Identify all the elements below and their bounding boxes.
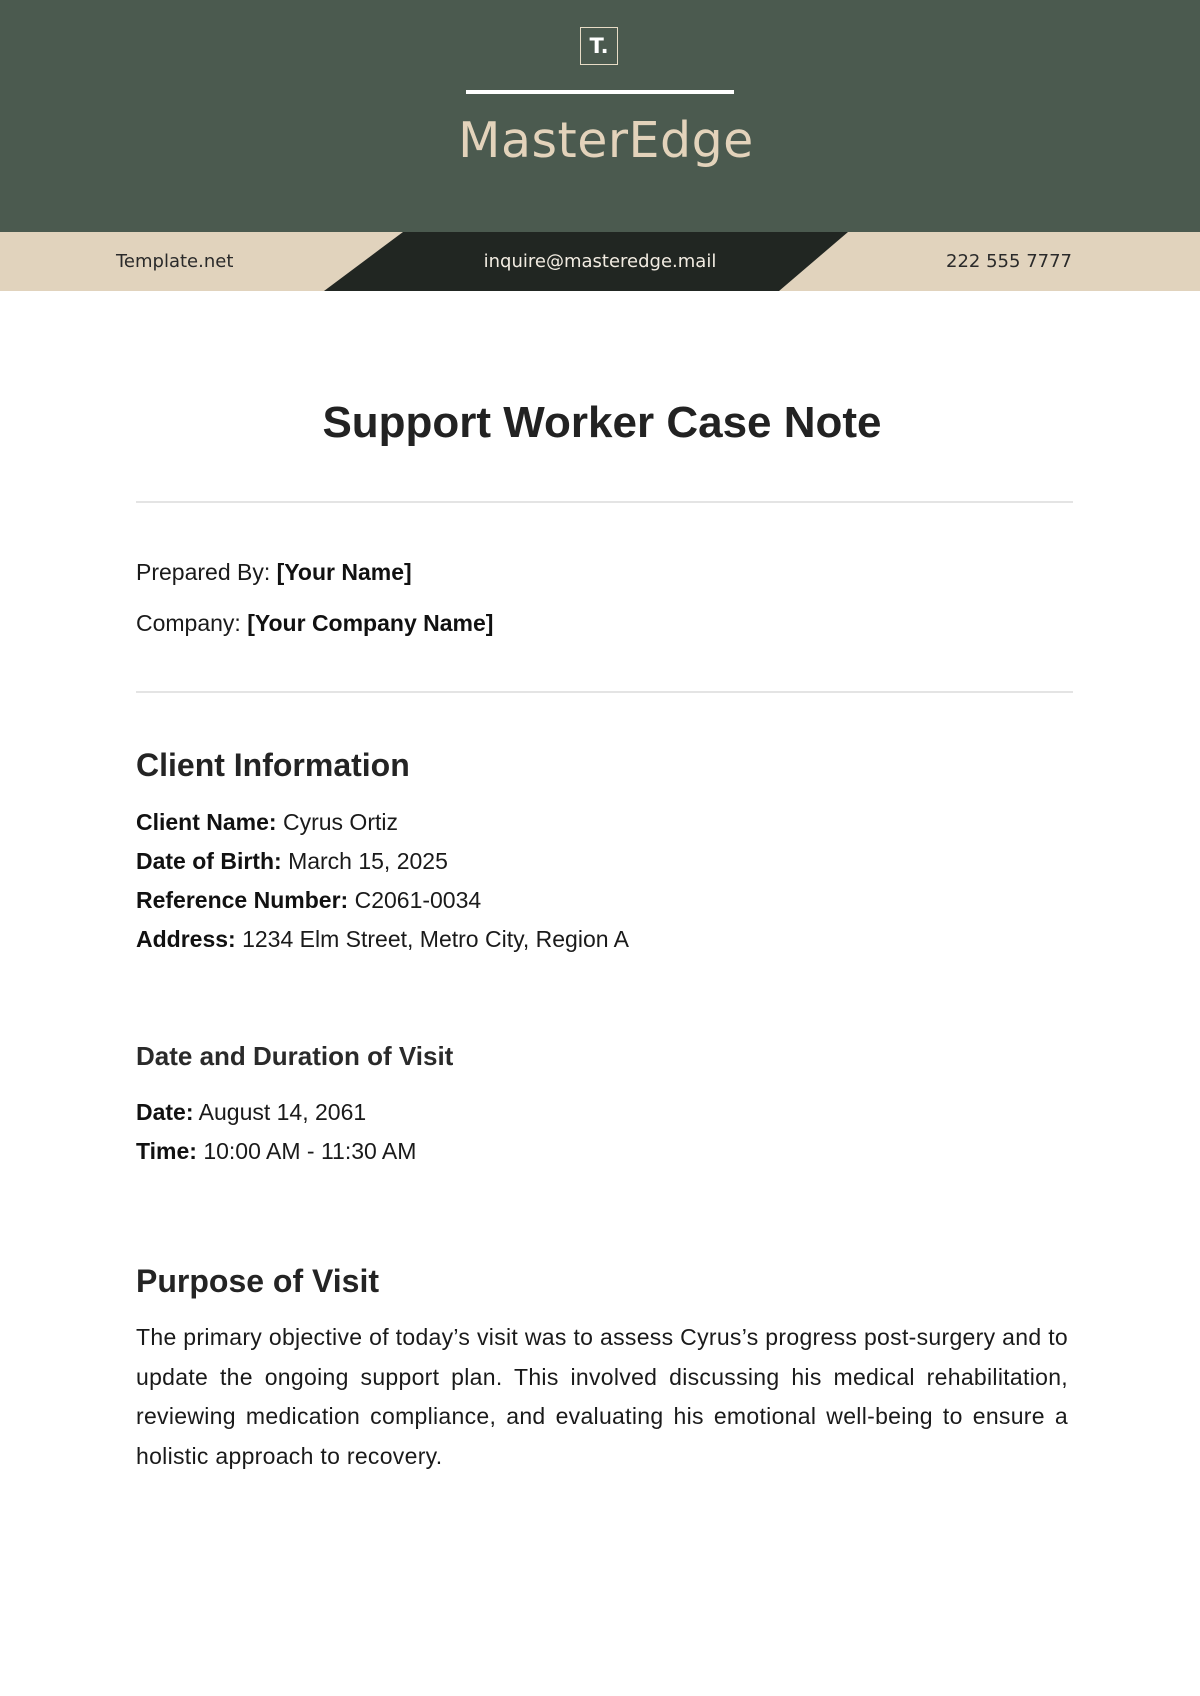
date-of-birth-field (136, 850, 448, 873)
header-banner (0, 0, 1200, 232)
address-field (136, 928, 629, 951)
page-title: Support Worker Case Note (322, 398, 882, 447)
field-value: 1234 Elm Street, Metro City, Region A (242, 926, 630, 952)
prepared-by-value: [Your Name] (276, 559, 412, 585)
field-value: Cyrus Ortiz (282, 809, 398, 835)
field-value: August 14, 2061 (198, 1099, 367, 1125)
logo-text: T. (589, 33, 609, 58)
website-link[interactable]: Template.net (116, 251, 234, 272)
visit-date-field (136, 1101, 366, 1124)
field-label: Client Name: (136, 809, 277, 835)
prepared-by (136, 561, 412, 584)
email-link[interactable]: inquire@masteredge.mail (483, 251, 717, 272)
phone-number[interactable]: 222 555 7777 (946, 251, 1072, 272)
field-label: Date of Birth: (136, 848, 282, 874)
company-value: [Your Company Name] (247, 610, 494, 636)
field-value: C2061-0034 (354, 887, 482, 913)
contact-bar (0, 232, 1200, 291)
visit-time-field (136, 1140, 416, 1163)
title-divider (136, 501, 1073, 503)
prepared-by-label: Prepared By: (136, 559, 271, 585)
field-label: Time: (136, 1138, 197, 1164)
purpose-heading: Purpose of Visit (136, 1263, 380, 1299)
client-name-field (136, 811, 398, 834)
reference-number-field (136, 889, 481, 912)
field-label: Reference Number: (136, 887, 349, 913)
brand-name: MasterEdge (458, 112, 754, 169)
purpose-paragraph: The primary objective of today’s visit was to assess Cyrus’s progress post-surgery and to update the ongoing support plan. This involved discussing his medical rehabilitation, reviewing medication compliance, and evaluating his emotional well-being to ensure a holistic approach to recovery. (136, 1324, 1068, 1469)
company (136, 612, 493, 635)
field-value: 10:00 AM - 11:30 AM (203, 1138, 417, 1164)
client-information-heading: Client Information (136, 747, 410, 783)
field-value: March 15, 2025 (288, 848, 448, 874)
field-label: Date: (136, 1099, 194, 1125)
field-label: Address: (136, 926, 236, 952)
header-divider (466, 90, 734, 94)
logo-icon (580, 27, 618, 65)
visit-heading: Date and Duration of Visit (136, 1041, 454, 1071)
company-label: Company: (136, 610, 241, 636)
meta-divider (136, 691, 1073, 693)
